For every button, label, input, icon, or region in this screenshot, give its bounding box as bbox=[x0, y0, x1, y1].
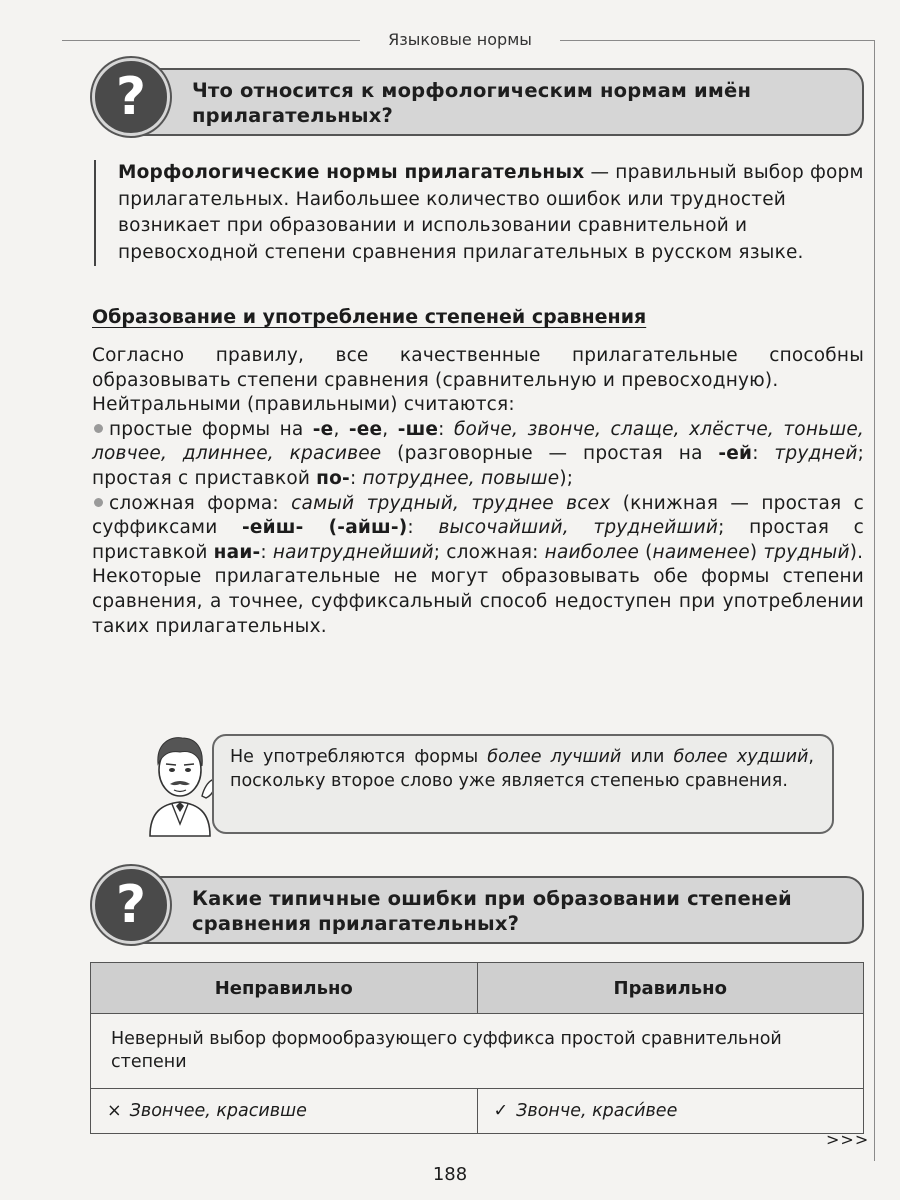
note-text: Не употребляются формы более лучший или более худший, поскольку второе слово уже является степенью сравнения. bbox=[230, 747, 814, 791]
right-cell bbox=[477, 1089, 864, 1134]
table-header-row bbox=[91, 963, 864, 1014]
column-header-right: Правильно bbox=[477, 963, 864, 1014]
continue-arrow: >>> bbox=[826, 1130, 870, 1149]
bullet-icon bbox=[94, 424, 103, 433]
bullet-icon bbox=[94, 498, 103, 507]
question-mark-icon: ? bbox=[92, 866, 170, 944]
cross-icon: × bbox=[107, 1101, 122, 1121]
wrong-cell bbox=[91, 1089, 478, 1134]
paragraph-2: Нейтральными (правильными) считаются: bbox=[92, 394, 515, 416]
paragraph-1: Согласно правилу, все качественные прилагательные способны образовывать степени сравнения (сравнительную и превосходную). bbox=[92, 345, 864, 391]
question-text: Что относится к морфологическим нормам имён прилагательных? bbox=[192, 79, 752, 127]
wrong-example: Звончее, красивше bbox=[129, 1101, 307, 1121]
right-example: Звонче, краси́вее bbox=[516, 1101, 678, 1121]
bullet-compound-form: сложная форма: самый трудный, труднее всех (книжная — простая с суффиксами -ейш- (-айш-): высочайший, труднейший; простая с приставкой наи-: наитруднейший; сложная: наиболее (наименее) трудный). bbox=[92, 492, 865, 563]
section-title: Образование и употребление степеней сравнения bbox=[92, 306, 647, 328]
checkmark-icon: ✓ bbox=[493, 1101, 509, 1121]
paragraph-3: Некоторые прилагательные не могут образовывать обе формы степени сравнения, а точнее, суффиксальный способ недоступен при употреблении таких прилагательных. bbox=[92, 566, 864, 637]
definition-block bbox=[94, 160, 864, 266]
errors-table bbox=[90, 962, 864, 1134]
running-head: Языковые нормы bbox=[360, 28, 560, 51]
question-text: Какие типичные ошибки при образовании степеней сравнения прилагательных? bbox=[192, 887, 792, 935]
page-number: 188 bbox=[432, 1164, 468, 1185]
question-banner bbox=[120, 68, 864, 136]
question-mark-icon: ? bbox=[92, 58, 170, 136]
definition-term: Морфологические нормы прилагательных bbox=[118, 162, 585, 183]
table-row bbox=[91, 1089, 864, 1134]
table-row bbox=[91, 1014, 864, 1089]
note-box bbox=[212, 734, 834, 834]
column-header-wrong: Неправильно bbox=[91, 963, 478, 1014]
error-description: Неверный выбор формообразующего суффикса простой сравнительной степени bbox=[91, 1014, 864, 1089]
teacher-avatar bbox=[142, 728, 218, 838]
question-banner bbox=[120, 876, 864, 944]
bullet-simple-forms: простые формы на -е, -ее, -ше: бойче, звонче, слаще, хлёстче, тоньше, ловчее, длиннее, красивее (разговорные — простая на -ей: трудней; простая с приставкой по-: потруднее, повыше); bbox=[92, 418, 865, 489]
main-text bbox=[92, 344, 864, 639]
definition-text: — правильный выбор форм прилагательных. Наибольшее количество ошибок или трудностей возникает при образовании и использовании сравнительной и превосходной степени сравнения прилагательных в русском языке. bbox=[118, 162, 864, 263]
